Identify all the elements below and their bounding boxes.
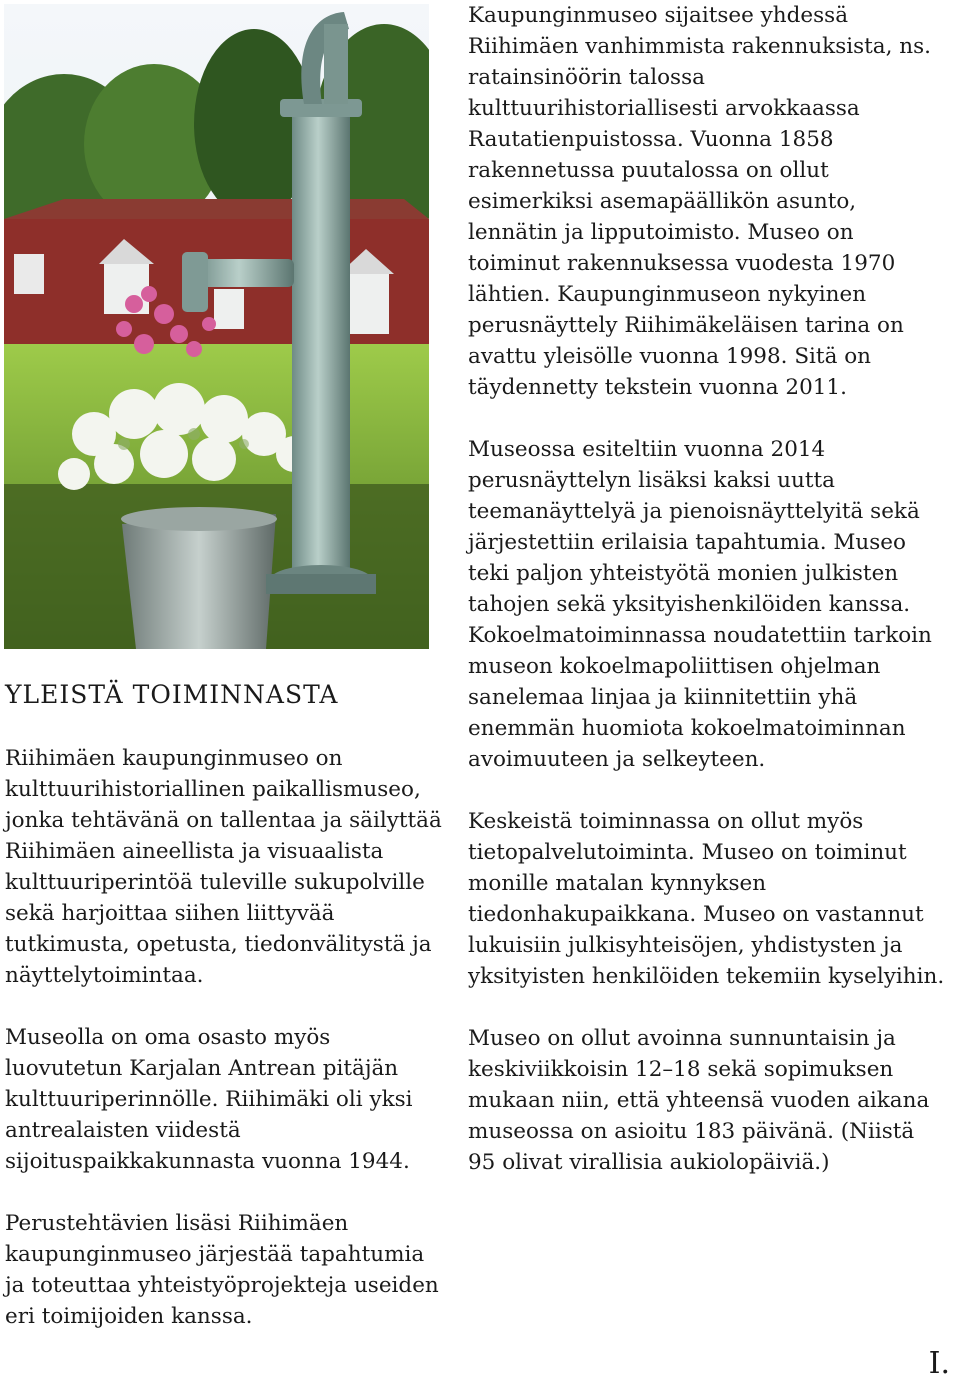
left-column: [5, 680, 445, 1363]
right-column: [468, 0, 948, 1209]
page-number: I.: [928, 1346, 950, 1381]
paragraph-antrea-department: Museolla on oma osasto myös luovutetun Karjalan Antrean pitäjän kulttuuriperinnölle. Riihimäki oli yksi antrealaisten viidestä sijoituspaikkakunnasta vuonna 1944.: [5, 1025, 413, 1174]
paragraph-museum-location: Kaupunginmuseo sijaitsee yhdessä Riihimäen vanhimmista rakennuksista, ns. ratainsinöörin talossa kulttuurihistoriallisesti arvokkaassa Rautatienpuistossa. Vuonna 1858 rakennetussa puutalossa on ollut esimerkiksi asemapäällikön asunto, lennätin ja lipputoimisto. Museo on toiminut rakennuksessa vuodesta 1970 lähtien. Kaupunginmuseon nykyinen perusnäyttely Riihimäkeläisen tarina on avattu yleisölle vuonna 1998. Sitä on täydennetty tekstein vuonna 2011.: [468, 3, 931, 400]
museum-yard-photo: [4, 4, 429, 649]
pump-photo-illustration: [4, 4, 429, 649]
paragraph-events-cooperation: Perustehtävien lisäsi Riihimäen kaupunginmuseo järjestää tapahtumia ja toteuttaa yhteistyöprojekteja useiden eri toimijoiden kanssa.: [5, 1211, 439, 1329]
paragraph-information-service: Keskeistä toiminnassa on ollut myös tietopalvelutoiminta. Museo on toiminut monille matalan kynnyksen tiedonhakupaikkana. Museo on vastannut lukuisiin julkisyhteisöjen, yhdistysten ja yksityisten henkilöiden tekemiin kyselyihin.: [468, 809, 945, 989]
paragraph-exhibitions-2014: Museossa esiteltiin vuonna 2014 perusnäyttelyn lisäksi kaksi uutta teemanäyttelyä ja pienoisnäyttelyitä sekä järjestettiin erilaisia tapahtumia. Museo teki paljon yhteistyötä monien julkisten tahojen sekä yksityishenkilöiden kanssa. Kokoelmatoiminnassa noudatettiin tarkoin museon kokoelmapoliittisen ohjelman sanelemaa linjaa ja kiinnitettiin yhä enemmän huomiota kokoelmatoiminnan avoimuuteen ja selkeyteen.: [468, 437, 932, 772]
paragraph-opening-hours: Museo on ollut avoinna sunnuntaisin ja keskiviikkoisin 12–18 sekä sopimuksen mukaan niin, että yhteensä vuoden aikana museossa on asioitu 183 päivänä. (Niistä 95 olivat virallisia aukiolopäiviä.): [468, 1026, 930, 1175]
paragraph-museum-purpose: Riihimäen kaupunginmuseo on kulttuurihistoriallinen paikallismuseo, jonka tehtävänä on tallentaa ja säilyttää Riihimäen aineellista ja visuaalista kulttuuriperintöä tuleville sukupolville sekä harjoittaa siihen liittyvää tutkimusta, opetusta, tiedonvälitystä ja näyttelytoimintaa.: [5, 746, 442, 988]
section-heading: YLEISTÄ TOIMINNASTA: [5, 680, 339, 709]
